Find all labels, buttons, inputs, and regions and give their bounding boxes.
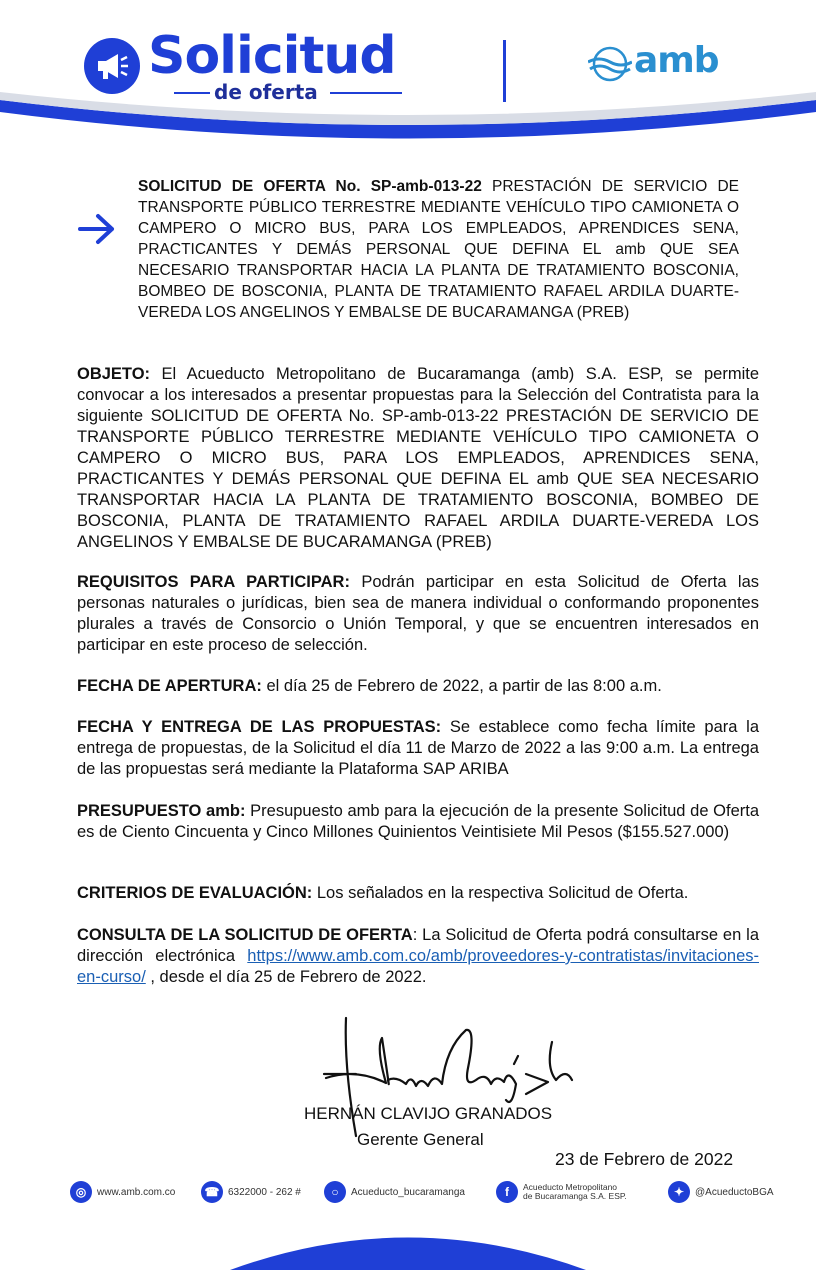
requisitos-label: REQUISITOS PARA PARTICIPAR:	[77, 573, 350, 591]
footer-web[interactable]	[70, 1180, 175, 1204]
apertura-label: FECHA DE APERTURA:	[77, 677, 262, 695]
handwritten-signature	[316, 1008, 586, 1148]
footer-phone[interactable]	[201, 1180, 301, 1204]
objeto-text: El Acueducto Metropolitano de Bucaramanga (amb) S.A. ESP, se permite convocar a los interesados a presentar propuestas para la Selección del Contratista para la siguiente SOLICITUD DE OFERTA No. SP-amb-013-22 PRESTACIÓN DE SERVICIO DE TRANSPORTE PÚBLICO TERRESTRE MEDIANTE VEHÍCULO TIPO CAMIONETA O CAMPERO O MICRO BUS, PARA LOS EMPLEADOS, APRENDICES SENA, PRACTICANTES Y DEMÁS PERSONAL QUE DEFINA EL amb QUE SEA NECESARIO TRANSPORTAR HACIA LA PLANTA DE TRATAMIENTO BOSCONIA, BOMBEO DE BOSCONIA, PLANTA DE TRATAMIENTO RAFAEL ARDILA DUARTE-VEREDA LOS ANGELINOS Y EMBALSE DE BUCARAMANGA (PREB)	[77, 365, 759, 551]
megaphone-icon	[84, 38, 140, 94]
amb-logo-text: amb	[634, 40, 719, 81]
footer-twitter[interactable]	[668, 1180, 774, 1204]
amb-logo	[588, 40, 738, 90]
footer-instagram-text: Acueducto_bucaramanga	[351, 1186, 465, 1198]
apertura-text: el día 25 de Febrero de 2022, a partir de las 8:00 a.m.	[261, 677, 662, 695]
globe-icon: ◎	[70, 1181, 92, 1203]
apertura-paragraph	[77, 676, 759, 697]
criterios-label: CRITERIOS DE EVALUACIÓN:	[77, 884, 313, 902]
logo-divider-right	[330, 92, 402, 94]
instagram-icon: ○	[324, 1181, 346, 1203]
signer-role: Gerente General	[357, 1130, 484, 1149]
offer-title	[138, 176, 739, 323]
offer-number: SOLICITUD DE OFERTA No. SP-amb-013-22	[138, 178, 482, 195]
entrega-paragraph	[77, 717, 759, 780]
entrega-text: Se establece como fecha límite para la entrega de propuestas, de la Solicitud el día 11 de Marzo de 2022 a las 9:00 a.m. La entrega de las propuestas será mediante la Plataforma SAP ARIBA	[77, 718, 759, 778]
footer-facebook-text	[523, 1183, 627, 1201]
logo-title: Solicitud	[148, 26, 396, 86]
offer-description: PRESTACIÓN DE SERVICIO DE TRANSPORTE PÚBLICO TERRESTRE MEDIANTE VEHÍCULO TIPO CAMIONETA O CAMPERO O MICRO BUS, PARA LOS EMPLEADOS, APRENDICES SENA, PRACTICANTES Y DEMÁS PERSONAL QUE DEFINA EL amb QUE SEA NECESARIO TRANSPORTAR HACIA LA PLANTA DE TRATAMIENTO BOSCONIA, BOMBEO DE BOSCONIA, PLANTA DE TRATAMIENTO RAFAEL ARDILA DUARTE-VEREDA LOS ANGELINOS Y EMBALSE DE BUCARAMANGA (PREB)	[138, 178, 739, 321]
footer-web-text: www.amb.com.co	[97, 1186, 176, 1198]
consulta-paragraph	[77, 925, 759, 988]
consulta-link[interactable]: https://www.amb.com.co/amb/proveedores-y-contratistas/invitaciones-en-curso/	[77, 947, 759, 986]
water-wave-icon	[588, 44, 632, 84]
entrega-label: FECHA Y ENTREGA DE LAS PROPUESTAS:	[77, 718, 442, 736]
consulta-label: CONSULTA DE LA SOLICITUD DE OFERTA	[77, 926, 413, 944]
logo-subtitle: de oferta	[214, 80, 318, 104]
footer-decoration	[0, 1215, 816, 1270]
requisitos-paragraph	[77, 572, 759, 656]
footer-facebook[interactable]	[496, 1180, 627, 1204]
footer-instagram[interactable]	[324, 1180, 465, 1204]
phone-icon: ☎	[201, 1181, 223, 1203]
header-separator	[503, 40, 506, 102]
facebook-icon: f	[496, 1181, 518, 1203]
requisitos-text: Podrán participar en esta Solicitud de Oferta las personas naturales o jurídicas, bien sea de manera individual o conformando proponentes plurales a través de Consorcio o Unión Temporal, y que se encuentren interesados en participar en este proceso de selección.	[77, 573, 759, 654]
solicitud-logo	[84, 26, 414, 106]
presupuesto-text: Presupuesto amb para la ejecución de la presente Solicitud de Oferta es de Ciento Cincuenta y Cinco Millones Quinientos Veintisiete Mil Pesos ($155.527.000)	[77, 802, 759, 841]
signer-name: HERNÁN CLAVIJO GRANADOS	[304, 1104, 553, 1123]
document-date: 23 de Febrero de 2022	[555, 1149, 734, 1169]
footer-contacts	[70, 1180, 790, 1204]
presupuesto-paragraph	[77, 801, 759, 843]
criterios-paragraph	[77, 883, 759, 904]
footer-facebook-line2: de Bucaramanga S.A. ESP.	[523, 1191, 627, 1201]
twitter-icon: ✦	[668, 1181, 690, 1203]
objeto-paragraph	[77, 364, 759, 553]
consulta-after: , desde el día 25 de Febrero de 2022.	[145, 968, 427, 986]
logo-divider-left	[174, 92, 210, 94]
footer-facebook-line1: Acueducto Metropolitano	[523, 1182, 618, 1192]
objeto-label: OBJETO:	[77, 365, 151, 383]
footer-phone-text: 6322000 - 262 #	[228, 1186, 301, 1198]
presupuesto-label: PRESUPUESTO amb:	[77, 802, 246, 820]
arrow-right-icon	[78, 212, 116, 246]
criterios-text: Los señalados en la respectiva Solicitud de Oferta.	[312, 884, 689, 902]
consulta-text: : La Solicitud de Oferta podrá consultarse en la dirección electrónica	[77, 926, 759, 965]
footer-twitter-text: @AcueductoBGA	[695, 1186, 774, 1198]
